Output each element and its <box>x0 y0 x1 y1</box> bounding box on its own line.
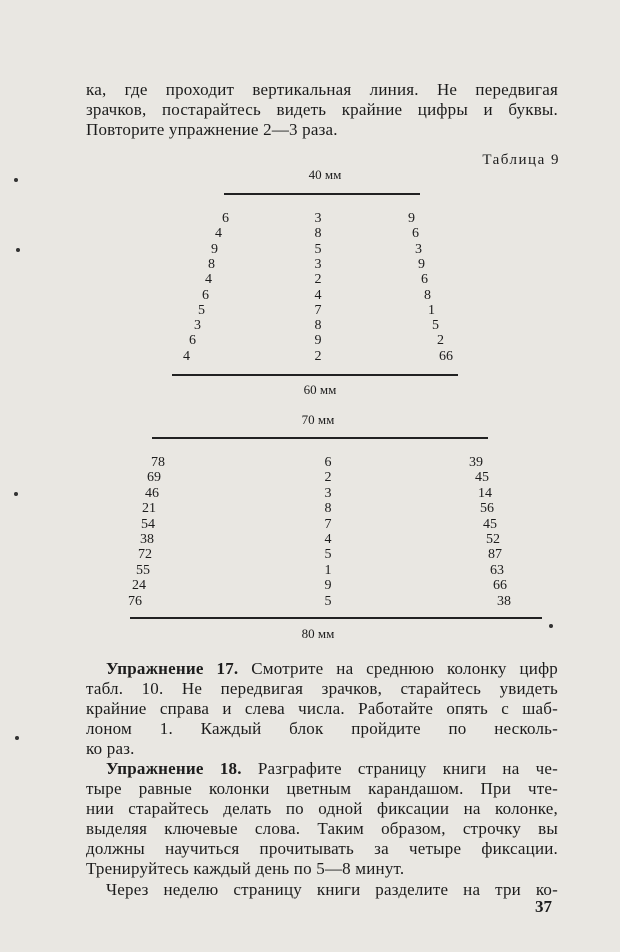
closing-paragraph <box>86 880 558 900</box>
table9-left-number: 4 <box>215 226 222 242</box>
table10-right-number: 45 <box>483 516 497 532</box>
exercise-17-line: Упражнение 17. Смотрите на среднюю колонку цифр <box>106 659 559 678</box>
table-10-bottom-dimension: 80 мм <box>301 626 335 641</box>
table-10-top-dimension: 70 мм <box>301 412 335 427</box>
table9-right-number: 66 <box>439 348 453 364</box>
table10-mid-number: 7 <box>324 516 332 532</box>
table9-mid-number: 7 <box>314 302 322 318</box>
table9-right-number: 9 <box>408 211 415 226</box>
table10-left-number: 78 <box>151 455 165 470</box>
table10-mid-number: 5 <box>324 593 332 609</box>
intro-line: зрачков, постарайтесь видеть крайние цифры и буквы. <box>86 100 558 119</box>
table10-right-number: 56 <box>480 501 494 517</box>
table9-right-number: 2 <box>437 333 444 349</box>
table9-right-number: 5 <box>432 318 439 334</box>
table10-right-number: 39 <box>469 455 483 470</box>
exercise-18-line: тыре равные колонки цветным карандашом. При чте- <box>86 779 558 798</box>
exercise-17-line: крайние справа и слева числа. Работайте опять с шаб- <box>86 699 558 718</box>
table9-mid-number: 2 <box>314 348 322 364</box>
table10-left-number: 46 <box>145 485 159 501</box>
exercise-17 <box>86 659 558 759</box>
table-10-top-rule <box>152 437 488 439</box>
table10-left-number: 72 <box>138 547 152 563</box>
table10-mid-number: 8 <box>324 501 332 517</box>
closing-line: Через неделю страницу книги разделите на три ко- <box>106 880 558 899</box>
table9-left-number: 9 <box>211 241 218 257</box>
table10-right-number: 63 <box>490 562 504 578</box>
table9-left-number: 4 <box>205 272 212 288</box>
table9-mid-number: 5 <box>314 241 322 257</box>
scan-speck <box>14 492 18 496</box>
exercise-17-line: ко раз. <box>86 739 135 758</box>
scan-speck <box>15 736 19 740</box>
table9-right-number: 1 <box>428 302 435 318</box>
table-9-top-rule <box>224 193 420 195</box>
table10-right-number: 52 <box>486 532 500 547</box>
table9-mid-number: 2 <box>314 272 322 288</box>
table9-mid-number: 4 <box>314 287 322 303</box>
intro-line: ка, где проходит вертикальная линия. Не передвигая <box>86 80 558 99</box>
exercise-18-line: Упражнение 18. Разграфите страницу книги на че- <box>106 759 559 778</box>
table9-left-number: 6 <box>189 333 196 349</box>
table10-mid-number: 4 <box>324 532 332 547</box>
table10-left-number: 55 <box>136 562 150 578</box>
table10-left-number: 76 <box>128 593 142 609</box>
table9-left-number: 8 <box>208 256 215 272</box>
table9-mid-number: 3 <box>314 256 322 272</box>
table10-mid-number: 1 <box>324 562 332 578</box>
table10-right-number: 38 <box>497 593 511 609</box>
table10-mid-number: 5 <box>324 547 332 563</box>
scan-speck <box>549 624 553 628</box>
table9-right-number: 6 <box>421 272 428 288</box>
intro-line: Повторите упражнение 2—3 раза. <box>86 120 338 139</box>
table-9-bottom-dimension: 60 мм <box>303 382 337 397</box>
table10-mid-number: 2 <box>324 470 332 486</box>
table-9-bottom-rule <box>172 374 458 376</box>
table10-mid-number: 9 <box>324 578 332 594</box>
table9-mid-number: 8 <box>314 318 322 334</box>
exercise-18-line: нии старайтесь делать по одной фиксации на колонке, <box>86 799 558 818</box>
table9-left-number: 3 <box>194 318 201 334</box>
exercise-18-line: Тренируйтесь каждый день по 5—8 минут. <box>86 859 405 878</box>
table10-left-number: 69 <box>147 470 161 486</box>
table9-mid-number: 8 <box>314 226 322 242</box>
table9-right-number: 9 <box>418 256 425 272</box>
table9-left-number: 6 <box>222 211 229 226</box>
table9-right-number: 8 <box>424 287 431 303</box>
scan-speck <box>16 248 20 252</box>
table9-left-number: 4 <box>183 348 190 364</box>
table10-left-number: 38 <box>140 532 154 547</box>
table9-right-number: 3 <box>415 241 422 257</box>
table-9-top-dimension: 40 мм <box>308 167 342 182</box>
table10-right-number: 14 <box>478 485 492 501</box>
exercise-17-line: лоном 1. Каждый блок пройдите по несколь- <box>86 719 558 738</box>
table-10-bottom-rule <box>130 617 542 619</box>
exercise-17-line: табл. 10. Не передвигая зрачков, старайтесь увидеть <box>86 679 558 698</box>
table9-mid-number: 9 <box>314 333 322 349</box>
table10-right-number: 66 <box>493 578 507 594</box>
table9-mid-number: 3 <box>314 211 322 226</box>
scan-speck <box>14 178 18 182</box>
table9-left-number: 5 <box>198 302 205 318</box>
table10-left-number: 54 <box>141 516 155 532</box>
exercise-18-line: должны научиться прочитывать за четыре фиксации. <box>86 839 558 858</box>
table-9-caption: Таблица 9 <box>482 152 560 168</box>
exercise-17-label: Упражнение 17. <box>106 659 239 678</box>
table10-left-number: 21 <box>142 501 156 517</box>
table10-right-number: 45 <box>475 470 489 486</box>
table10-left-number: 24 <box>132 578 146 594</box>
intro-paragraph <box>86 80 558 140</box>
table9-left-number: 6 <box>202 287 209 303</box>
exercise-18-label: Упражнение 18. <box>106 759 242 778</box>
exercise-18-line: выделяя ключевые слова. Таким образом, строчку вы <box>86 819 558 838</box>
table10-mid-number: 6 <box>324 455 332 470</box>
table9-right-number: 6 <box>412 226 419 242</box>
page-number: 37 <box>535 897 552 916</box>
exercise-18 <box>86 759 558 879</box>
table10-mid-number: 3 <box>324 485 332 501</box>
table10-right-number: 87 <box>488 547 502 563</box>
